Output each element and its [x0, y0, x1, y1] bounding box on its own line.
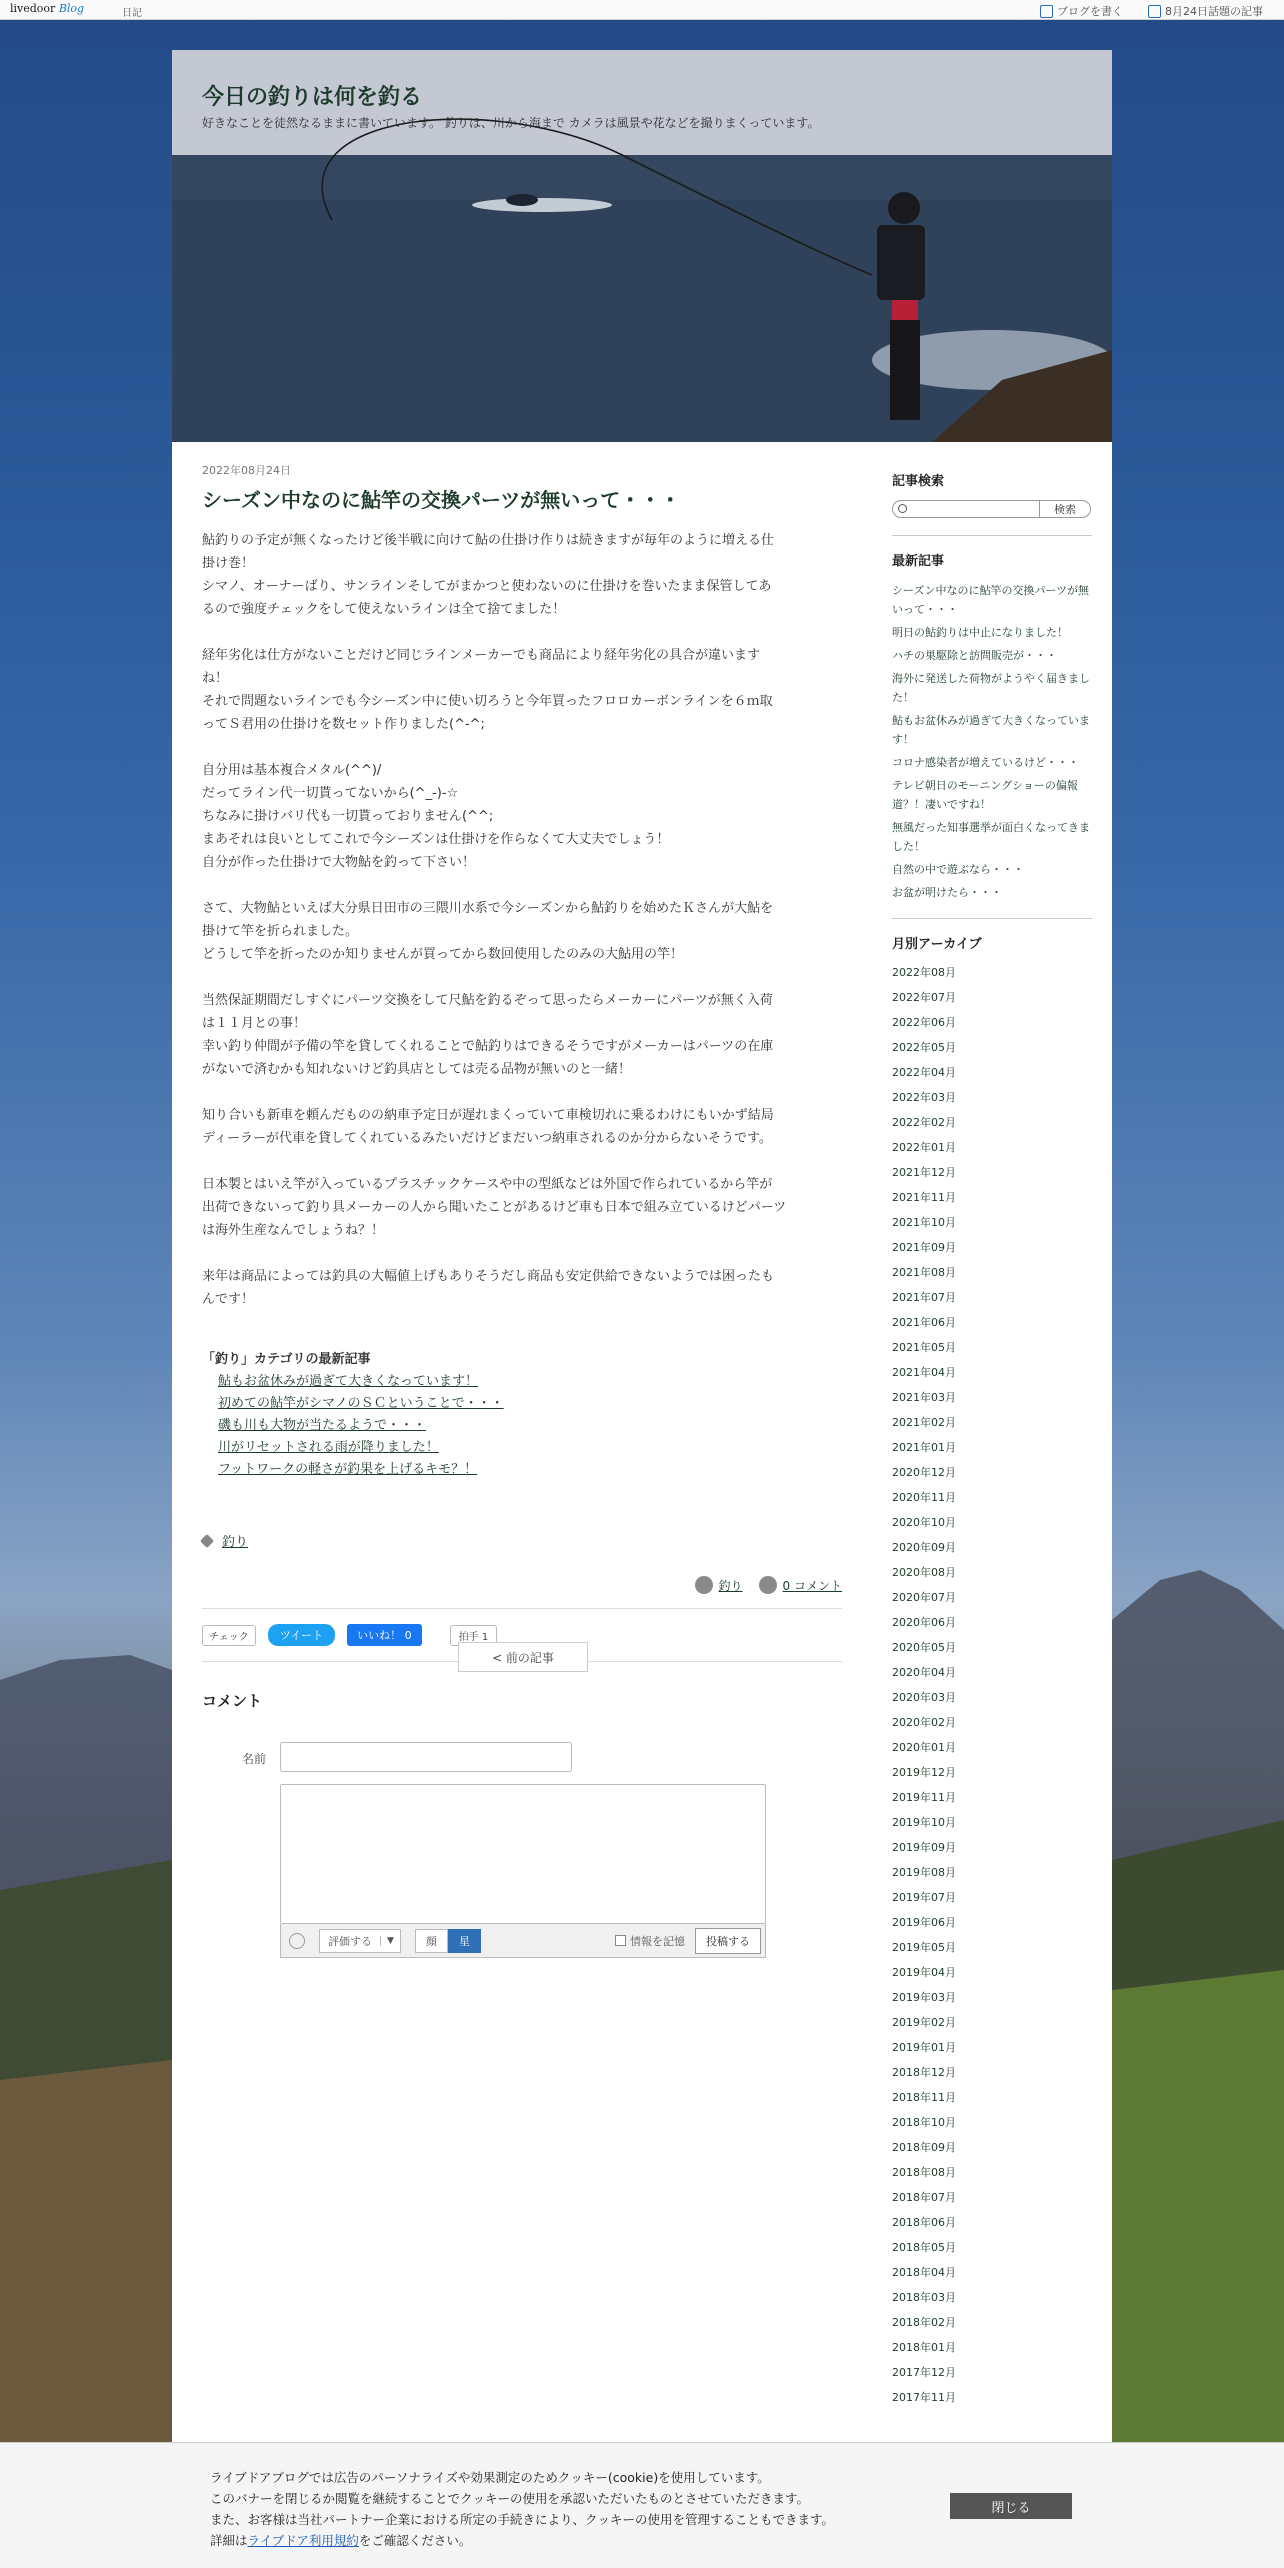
archive-title: 月別アーカイブ — [892, 937, 982, 952]
archive-month-link[interactable]: 2022年06月 — [892, 1016, 956, 1029]
archive-month-link[interactable]: 2020年08月 — [892, 1566, 956, 1579]
recent-article-link[interactable]: 鮎もお盆休みが過ぎて大きくなっています！ — [892, 714, 1090, 746]
archive-month-link[interactable]: 2018年11月 — [892, 2091, 956, 2104]
archive-month-link[interactable]: 2018年08月 — [892, 2166, 956, 2179]
archive-month-link[interactable]: 2022年08月 — [892, 966, 956, 979]
body-line: 掛けて竿を折られました。 — [202, 924, 359, 939]
recent-article-link[interactable]: お盆が明けたら・・・ — [892, 886, 1002, 899]
body-line: 来年は商品によっては釣具の大幅値上げもありそうだし商品も安定供給できないようでは困ったも — [202, 1269, 775, 1284]
archive-list — [892, 960, 1092, 2410]
archive-month-link[interactable]: 2021年01月 — [892, 1441, 956, 1454]
like-button[interactable]: いいね！ 0 — [347, 1624, 422, 1646]
body-line: ね！ — [202, 671, 229, 686]
archive-month-link[interactable]: 2019年06月 — [892, 1916, 956, 1929]
livedoor-blog-logo[interactable]: livedoor Blog — [10, 2, 85, 15]
archive-month-link[interactable]: 2022年02月 — [892, 1116, 956, 1129]
recent-article-link[interactable]: 無風だった知事選挙が面白くなってきました！ — [892, 821, 1090, 853]
search-input[interactable] — [892, 500, 1040, 518]
archive-month-link[interactable]: 2020年07月 — [892, 1591, 956, 1604]
chevron-down-icon: ▼ — [380, 1936, 400, 1946]
recent-article-link[interactable]: 明日の鮎釣りは中止になりました！ — [892, 626, 1068, 639]
article-title[interactable]: シーズン中なのに鮎竿の交換パーツが無いって・・・ — [202, 488, 681, 512]
body-line: まあそれは良いとしてこれで今シーズンは仕掛けを作らなくて大丈夫でしょう！ — [202, 832, 670, 847]
archive-month-link[interactable]: 2018年09月 — [892, 2141, 956, 2154]
body-line: は海外生産なんでしょうね？！ — [202, 1223, 385, 1238]
recent-title: 最新記事 — [892, 554, 945, 569]
cookie-banner — [0, 2442, 1284, 2568]
archive-month-link[interactable]: 2021年03月 — [892, 1391, 956, 1404]
clap-count: 1 — [481, 1631, 489, 1643]
archive-month-link[interactable]: 2022年05月 — [892, 1041, 956, 1054]
archive-month-link[interactable]: 2018年06月 — [892, 2216, 956, 2229]
body-line: 当然保証期間だしすぐにパーツ交換をして尺鮎を釣るぞって思ったらメーカーにパーツが無く入荷 — [202, 993, 773, 1008]
recent-article-link[interactable]: コロナ感染者が増えているけど・・・ — [892, 756, 1079, 769]
comment-toolbar — [280, 1924, 766, 1958]
recent-article-link[interactable]: ハチの巣駆除と訪問販売が・・・ — [892, 649, 1057, 662]
archive-month-link[interactable]: 2017年11月 — [892, 2391, 956, 2404]
comment-heading: コメント — [202, 1692, 263, 1710]
cookie-text: ライブドアブログでは広告のパーソナライズや効果測定のためクッキー(cookie)を使用しています。 このバナーを閉じるか閲覧を継続することでクッキーの使用を承認いただいたものとさせていただきます。 また、お客様は当社パートナー企業における所定の手続きにより、クッキーの使用を管理することもできます。 詳細はライブドア利用規約をご確認ください。 — [210, 2470, 835, 2548]
divider — [892, 535, 1092, 536]
remember-info[interactable]: 情報を記憶 — [615, 1933, 685, 1949]
blog-title[interactable]: 今日の釣りは何を釣る — [202, 85, 423, 110]
article — [202, 462, 842, 1662]
pencil-icon — [1040, 5, 1053, 18]
top-bar — [0, 0, 1284, 20]
archive-month-link[interactable]: 2022年03月 — [892, 1091, 956, 1104]
blog-description: 好きなことを徒然なるままに書いています。 釣りは、川から海まで カメラは風景や花などを撮りまくっています。 — [202, 116, 820, 130]
archive-month-link[interactable]: 2021年08月 — [892, 1266, 956, 1279]
body-line: 経年劣化は仕方がないことだけど同じラインメーカーでも商品により経年劣化の具合が違います — [202, 648, 760, 663]
body-line: 掛け巻！ — [202, 556, 255, 571]
recent-article-link[interactable]: 自然の中で遊ぶなら・・・ — [892, 863, 1024, 876]
archive-month-link[interactable]: 2020年12月 — [892, 1466, 956, 1479]
name-label: 名前 — [242, 1752, 267, 1766]
submit-comment-button[interactable]: 投稿する — [695, 1928, 761, 1954]
archive-month-link[interactable]: 2021年02月 — [892, 1416, 956, 1429]
archive-month-link[interactable]: 2021年11月 — [892, 1191, 956, 1204]
body-line: ちなみに掛けバリ代も一切貰っておりません(^^; — [202, 809, 494, 824]
article-date: 2022年08月24日 — [202, 464, 291, 477]
tag-icon — [200, 1533, 214, 1547]
terms-link[interactable]: ライブドア利用規約 — [247, 2533, 359, 2548]
archive-month-link[interactable]: 2019年11月 — [892, 1791, 956, 1804]
face-option[interactable]: 顔 — [415, 1929, 448, 1953]
body-line: ってＳ君用の仕掛けを数セット作りました(^-^; — [202, 717, 485, 732]
archive-month-link[interactable]: 2021年05月 — [892, 1341, 956, 1354]
body-line: 自分用は基本複合メタル(^^)/ — [202, 763, 382, 778]
archive-month-link[interactable]: 2017年12月 — [892, 2366, 956, 2379]
body-line: 出荷できないって釣り具メーカーの人から聞いたことがあるけど車も日本で組み立ているけどパーツ — [202, 1200, 787, 1215]
archive-month-link[interactable]: 2020年02月 — [892, 1716, 956, 1729]
category-latest-link[interactable]: 川がリセットされる雨が降りました！ — [218, 1440, 439, 1455]
body-line: さて、大物鮎といえば大分県日田市の三隈川水系で今シーズンから鮎釣りを始めたＫさんが大鮎を — [202, 901, 774, 916]
face-star-toggle[interactable] — [415, 1929, 481, 1953]
archive-month-link[interactable]: 2019年07月 — [892, 1891, 956, 1904]
archive-month-link[interactable]: 2018年04月 — [892, 2266, 956, 2279]
archive-month-link[interactable]: 2022年04月 — [892, 1066, 956, 1079]
divider — [892, 918, 1092, 919]
name-input[interactable] — [280, 1742, 572, 1772]
archive-month-link[interactable]: 2022年07月 — [892, 991, 956, 1004]
topic-articles-link[interactable]: 8月24日話題の記事 — [1148, 3, 1263, 19]
body-line: 鮎釣りの予定が無くなったけど後半戦に向けて鮎の仕掛け作りは続きますが毎年のように増える仕 — [202, 533, 775, 548]
tweet-button[interactable]: ツイート — [268, 1624, 335, 1646]
body-line: ディーラーが代車を貸してくれているみたいだけどまだいつ納車されるのか分からないそうです。 — [202, 1131, 772, 1146]
search-button[interactable]: 検索 — [1040, 500, 1091, 518]
search-title: 記事検索 — [892, 474, 945, 489]
recent-article-link[interactable]: シーズン中なのに鮎竿の交換パーツが無いって・・・ — [892, 584, 1090, 616]
article-body — [202, 529, 842, 1311]
archive-month-link[interactable]: 2021年12月 — [892, 1166, 956, 1179]
archive-month-link[interactable]: 2021年10月 — [892, 1216, 956, 1229]
archive-month-link[interactable]: 2019年03月 — [892, 1991, 956, 2004]
archive-month-link[interactable]: 2019年10月 — [892, 1816, 956, 1829]
category-latest-link[interactable]: フットワークの軽さが釣果を上げるキモ？！ — [218, 1462, 478, 1477]
tag-link[interactable]: 釣り — [222, 1535, 249, 1550]
category-latest-link[interactable]: 鮎もお盆休みが過ぎて大きくなっています！ — [218, 1374, 479, 1389]
check-button[interactable]: チェック — [202, 1625, 256, 1646]
body-line: は１１月との事！ — [202, 1016, 307, 1031]
archive-month-link[interactable]: 2022年01月 — [892, 1141, 956, 1154]
body-line: んです！ — [202, 1292, 255, 1307]
archive-month-link[interactable]: 2019年12月 — [892, 1766, 956, 1779]
archive-month-link[interactable]: 2019年09月 — [892, 1841, 956, 1854]
prev-article-button[interactable]: < 前の記事 — [458, 1642, 588, 1672]
recent-list — [892, 581, 1092, 902]
category-link[interactable]: 釣り — [718, 1578, 743, 1593]
archive-month-link[interactable]: 2019年01月 — [892, 2041, 956, 2054]
archive-month-link[interactable]: 2019年02月 — [892, 2016, 956, 2029]
body-line: シマノ、オーナーばり、サンラインそしてがまかつと使わないのに仕掛けを巻いたまま保管してあ — [202, 579, 772, 594]
star-option[interactable]: 星 — [448, 1929, 481, 1953]
archive-month-link[interactable]: 2020年10月 — [892, 1516, 956, 1529]
archive-month-link[interactable]: 2019年05月 — [892, 1941, 956, 1954]
archive-month-link[interactable]: 2018年02月 — [892, 2316, 956, 2329]
archive-month-link[interactable]: 2020年04月 — [892, 1666, 956, 1679]
body-line: 日本製とはいえ竿が入っているプラスチックケースや中の型紙などは外国で作られているから竿が — [202, 1177, 773, 1192]
clap-button[interactable]: 拍手 1 — [450, 1625, 498, 1646]
archive-month-link[interactable]: 2020年01月 — [892, 1741, 956, 1754]
archive-month-link[interactable]: 2020年09月 — [892, 1541, 956, 1554]
comment-textarea[interactable] — [280, 1784, 766, 1924]
archive-month-link[interactable]: 2019年08月 — [892, 1866, 956, 1879]
rating-dropdown[interactable]: 評価する ▼ — [319, 1929, 401, 1953]
archive-month-link[interactable]: 2021年06月 — [892, 1316, 956, 1329]
category-latest-link[interactable]: 磯も川も大物が当たるようで・・・ — [218, 1418, 427, 1433]
archive-month-link[interactable]: 2021年09月 — [892, 1241, 956, 1254]
body-line: 知り合いも新車を頼んだものの納車予定日が遅れまくっていて車検切れに乗るわけにもいかず結局 — [202, 1108, 774, 1123]
archive-month-link[interactable]: 2020年11月 — [892, 1491, 956, 1504]
sidebar — [892, 462, 1092, 2410]
archive-month-link[interactable]: 2018年07月 — [892, 2191, 956, 2204]
article-meta — [202, 1576, 842, 1594]
body-line: それで問題ないラインでも今シーズン中に使い切ろうと今年買ったフロロカーボンラインを６ｍ取 — [202, 694, 773, 709]
comment-count-link[interactable]: 0 コメント — [782, 1578, 842, 1593]
body-line: どうして竿を折ったのか知りませんが買ってから数回使用したのみの大鮎用の竿！ — [202, 947, 684, 962]
recent-article-link[interactable]: テレビ朝日のモーニングショーの偏報道？！凄いですね！ — [892, 779, 1078, 811]
archive-month-link[interactable]: 2019年04月 — [892, 1966, 956, 1979]
archive-month-link[interactable]: 2020年06月 — [892, 1616, 956, 1629]
body-line: がないで済むかも知れないけど釣具店としては売る品物が無いのと一緒！ — [202, 1062, 632, 1077]
archive-month-link[interactable]: 2018年03月 — [892, 2291, 956, 2304]
body-line: だってライン代一切貰ってないから(^_-)-☆ — [202, 786, 459, 801]
archive-month-link[interactable]: 2021年07月 — [892, 1291, 956, 1304]
category-latest-heading: 「釣り」カテゴリの最新記事 — [202, 1352, 371, 1367]
category-icon — [695, 1576, 713, 1594]
tag-row — [202, 1531, 842, 1550]
archive-month-link[interactable]: 2021年04月 — [892, 1366, 956, 1379]
blog-container — [172, 50, 1112, 2568]
archive-month-link[interactable]: 2018年10月 — [892, 2116, 956, 2129]
archive-month-link[interactable]: 2018年12月 — [892, 2066, 956, 2079]
body-line: 幸い釣り仲間が予備の竿を貸してくれることで鮎釣りはできるそうですがメーカーはパーツの在庫 — [202, 1039, 774, 1054]
calendar-icon — [1148, 5, 1161, 18]
search-form — [892, 499, 1092, 519]
category-latest-list — [202, 1349, 842, 1481]
emoji-icon[interactable] — [289, 1933, 305, 1949]
category-latest-link[interactable]: 初めての鮎竿がシマノのＳＣということで・・・ — [218, 1396, 504, 1411]
recent-article-link[interactable]: 海外に発送した荷物がようやく届きました！ — [892, 672, 1090, 704]
cookie-close-button[interactable]: 閉じる — [950, 2493, 1072, 2519]
body-line: るので強度チェックをして使えないラインは全て捨てました！ — [202, 602, 566, 617]
archive-month-link[interactable]: 2018年05月 — [892, 2241, 956, 2254]
diary-link[interactable]: 日記 — [122, 8, 142, 19]
archive-month-link[interactable]: 2020年05月 — [892, 1641, 956, 1654]
remember-checkbox[interactable] — [615, 1935, 626, 1946]
comment-icon — [759, 1576, 777, 1594]
search-icon — [898, 504, 907, 513]
body-line: 自分が作った仕掛けで大物鮎を釣って下さい！ — [202, 855, 476, 870]
archive-month-link[interactable]: 2018年01月 — [892, 2341, 956, 2354]
blog-header — [172, 50, 1112, 442]
archive-month-link[interactable]: 2020年03月 — [892, 1691, 956, 1704]
write-blog-link[interactable]: ブログを書く — [1040, 3, 1123, 19]
